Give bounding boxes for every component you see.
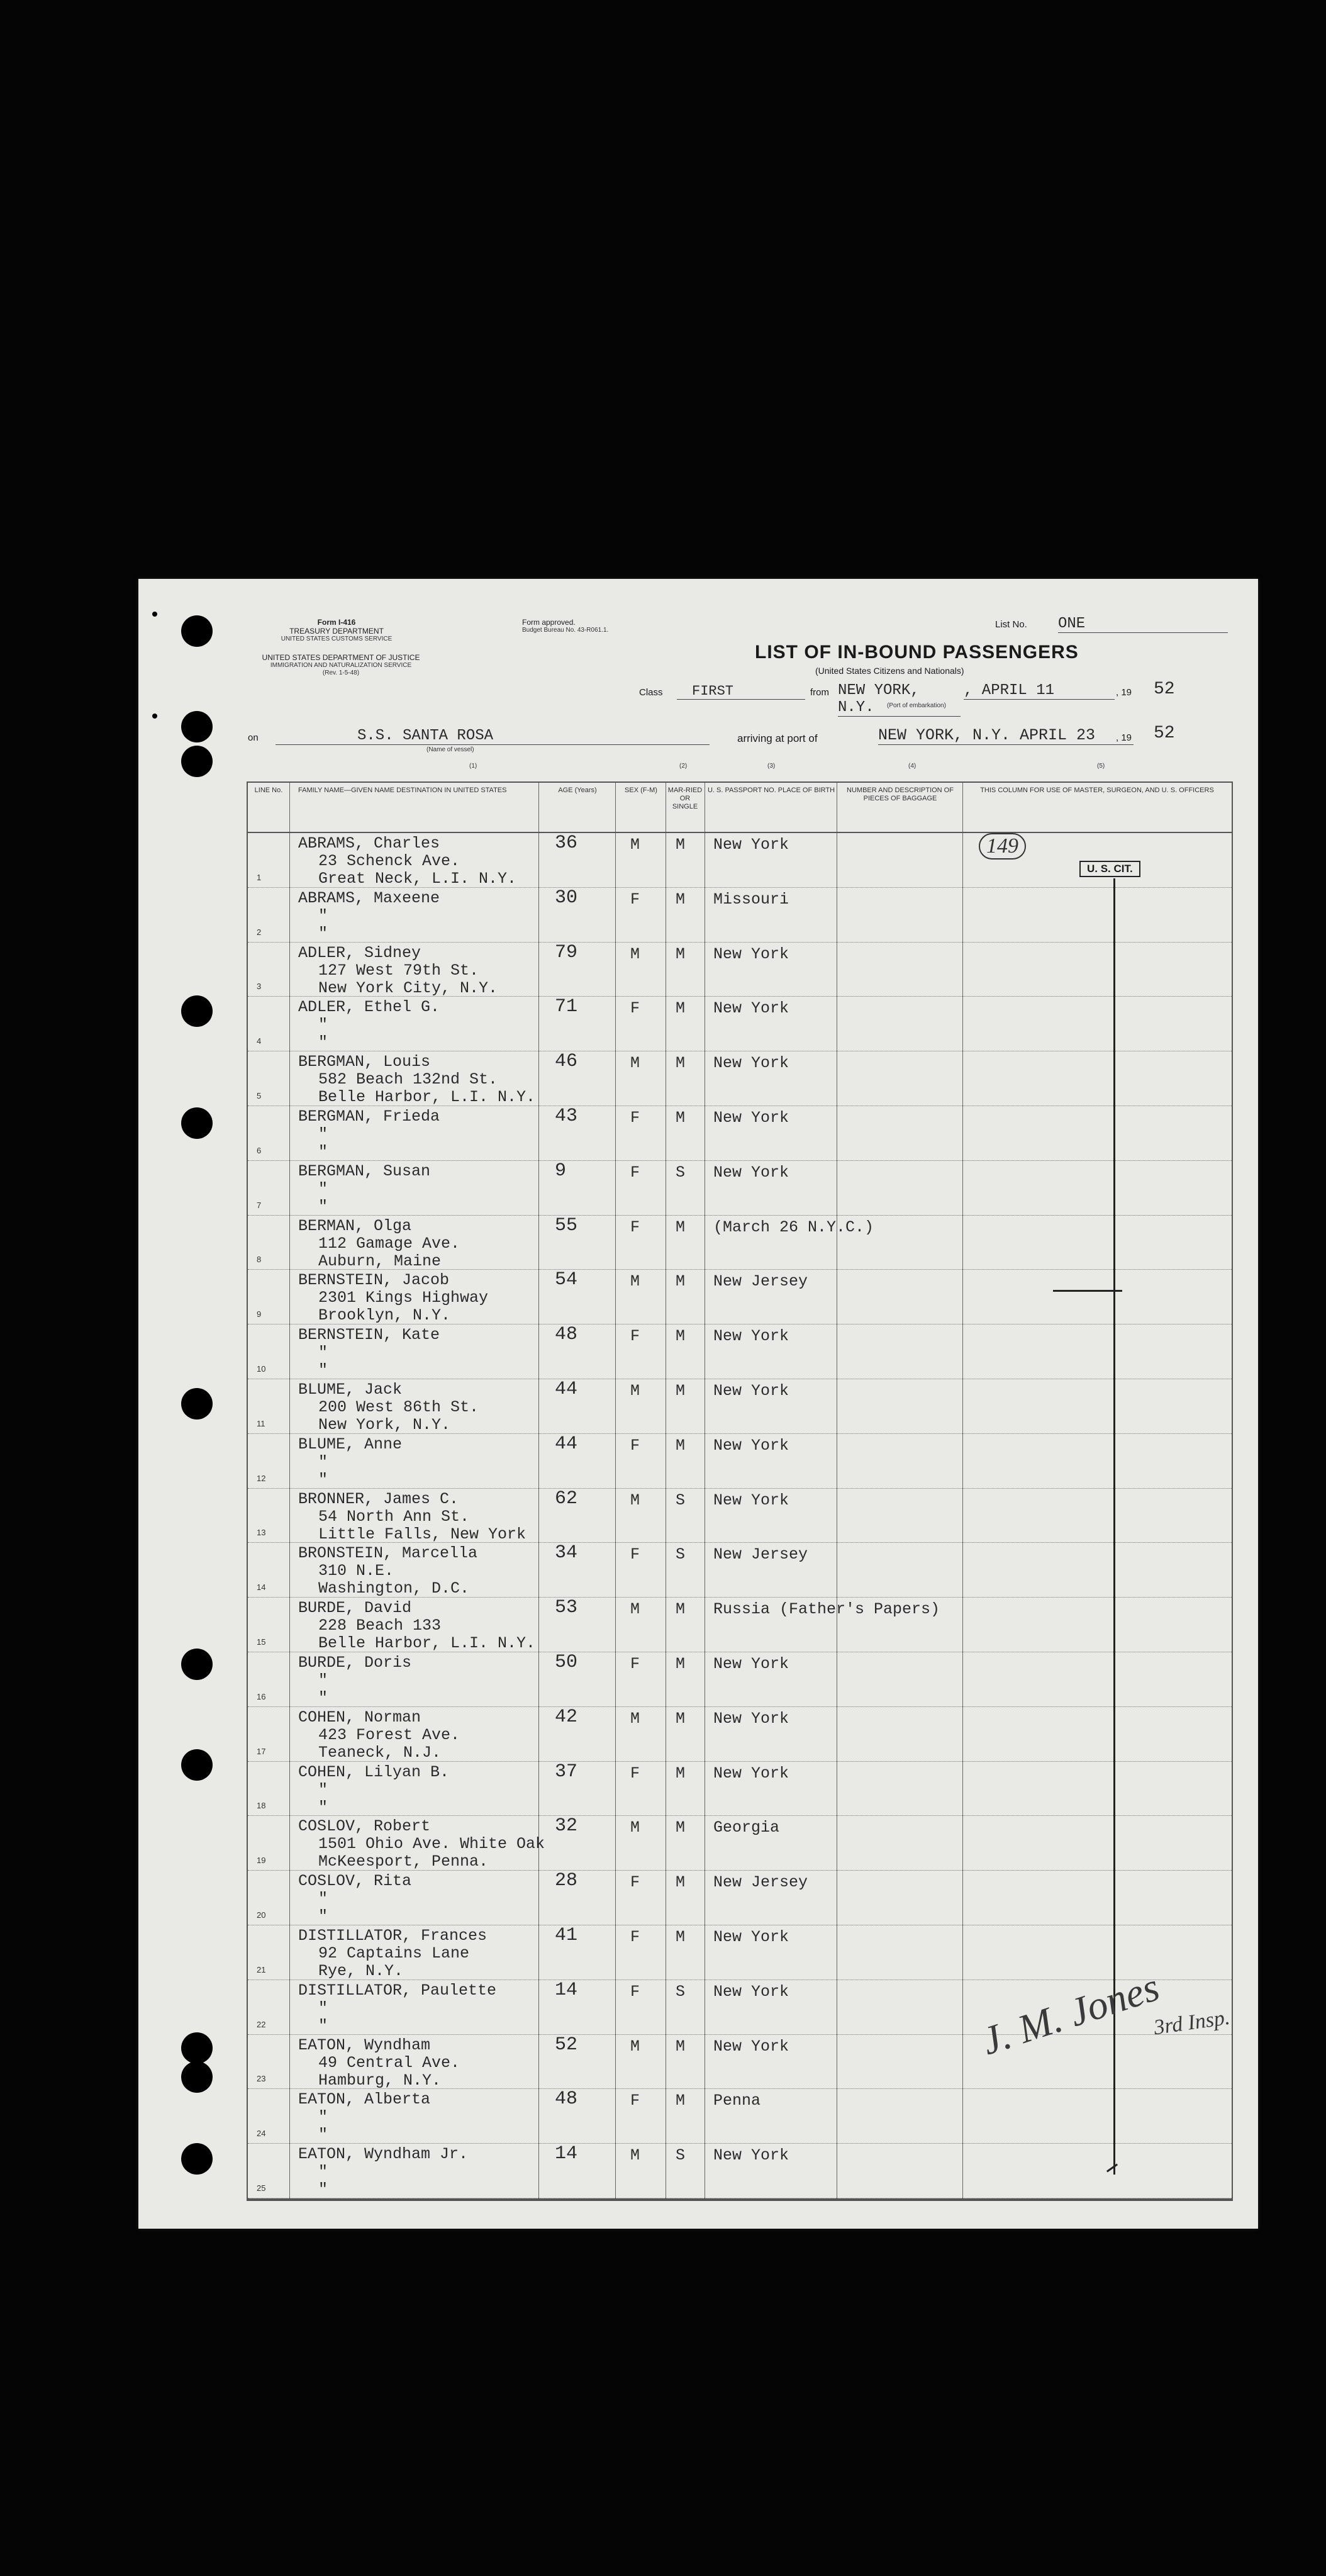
- table-row: [248, 1434, 1232, 1489]
- col-num-2: (2): [679, 763, 688, 770]
- place-of-birth: New York: [713, 1764, 789, 1783]
- strike-mark: [1053, 1290, 1122, 1292]
- passenger-age: 9: [555, 1160, 567, 1182]
- address-city: ": [318, 2125, 328, 2144]
- address-city: Teaneck, N.J.: [318, 1743, 442, 1762]
- form-rev: (Rev. 1-5-48): [322, 669, 360, 676]
- table-row: [248, 1543, 1232, 1598]
- address-city: ": [318, 1143, 328, 1161]
- passenger-sex: F: [630, 1764, 640, 1783]
- binder-hole: [181, 711, 213, 742]
- address-city: Washington, D.C.: [318, 1579, 470, 1598]
- address-city: Brooklyn, N.Y.: [318, 1306, 451, 1325]
- header-age: AGE (Years): [558, 787, 597, 794]
- address-street: 92 Captains Lane: [318, 1944, 470, 1963]
- marital-status: M: [676, 836, 686, 854]
- line-number: 20: [257, 1910, 266, 1920]
- passenger-sex: M: [630, 944, 640, 963]
- passenger-age: 46: [555, 1051, 578, 1073]
- arriving-label: arriving at port of: [737, 732, 818, 744]
- binder-hole: [181, 746, 213, 777]
- address-city: Rye, N.Y.: [318, 1962, 404, 1980]
- passenger-sex: F: [630, 890, 640, 909]
- place-of-birth: New Jersey: [713, 1545, 808, 1564]
- table-row: [248, 1925, 1232, 1980]
- address-city: ": [318, 1197, 328, 1216]
- passenger-age: 52: [555, 2034, 578, 2056]
- marital-status: S: [676, 2146, 686, 2165]
- binder-hole: [181, 1107, 213, 1139]
- passenger-age: 55: [555, 1214, 578, 1236]
- marital-status: M: [676, 1054, 686, 1073]
- line-number: 14: [257, 1582, 266, 1593]
- passenger-table: [247, 781, 1233, 2200]
- passenger-name: EATON, Wyndham Jr.: [298, 2145, 469, 2164]
- passenger-sex: F: [630, 1327, 640, 1346]
- address-city: ": [318, 2016, 328, 2035]
- line-number: 11: [257, 1418, 265, 1428]
- marital-status: M: [676, 2092, 686, 2110]
- passenger-sex: F: [630, 1873, 640, 1892]
- passenger-age: 44: [555, 1379, 578, 1400]
- place-of-birth: (March 26 N.Y.C.): [713, 1218, 874, 1236]
- address-street: 228 Beach 133: [318, 1616, 442, 1635]
- place-of-birth: New York: [713, 1928, 789, 1946]
- marital-status: M: [676, 1818, 686, 1837]
- marital-status: M: [676, 1600, 686, 1619]
- binder-hole: [181, 2032, 213, 2064]
- line-number: 24: [257, 2129, 266, 2139]
- table-row: [248, 1489, 1232, 1543]
- place-of-birth: New York: [713, 1655, 789, 1673]
- passenger-age: 42: [555, 1706, 578, 1728]
- binder-hole: [181, 995, 213, 1027]
- place-of-birth: Russia (Father's Papers): [713, 1600, 940, 1619]
- us-citizen-stamp: U. S. CIT.: [1079, 861, 1140, 877]
- table-row: [248, 1762, 1232, 1817]
- address-city: New York, N.Y.: [318, 1416, 451, 1434]
- address-city: Little Falls, New York: [318, 1525, 526, 1543]
- marital-status: M: [676, 1436, 686, 1455]
- passenger-age: 14: [555, 1979, 578, 2001]
- list-no-label: List No.: [995, 619, 1027, 630]
- marital-status: S: [676, 1163, 686, 1182]
- marital-status: M: [676, 1709, 686, 1728]
- bottom-rule: [247, 2200, 1233, 2201]
- passenger-sex: F: [630, 1928, 640, 1946]
- place-of-birth: New York: [713, 2146, 789, 2165]
- line-number: 7: [257, 1200, 262, 1210]
- table-row: [248, 1051, 1232, 1106]
- form-justice: UNITED STATES DEPARTMENT OF JUSTICE: [262, 653, 420, 662]
- circled-count: 149: [979, 833, 1026, 860]
- passenger-name: BERNSTEIN, Jacob: [298, 1271, 450, 1290]
- marital-status: M: [676, 1382, 686, 1400]
- line-number: 25: [257, 2183, 266, 2193]
- line-number: 21: [257, 1964, 266, 1974]
- passenger-name: EATON, Alberta: [298, 2090, 431, 2109]
- line-number: 5: [257, 1090, 262, 1100]
- line-number: 13: [257, 1528, 266, 1538]
- passenger-name: ADLER, Ethel G.: [298, 998, 440, 1017]
- header-married: MAR-RIED OR SINGLE: [667, 787, 703, 810]
- inspector-title: 3rd Insp.: [1152, 2005, 1232, 2040]
- address-city: New York City, N.Y.: [318, 978, 498, 997]
- form-ins: IMMIGRATION AND NATURALIZATION SERVICE: [270, 662, 412, 669]
- passenger-sex: M: [630, 2037, 640, 2056]
- marital-status: M: [676, 1327, 686, 1346]
- line-number: 10: [257, 1364, 266, 1374]
- address-city: Hamburg, N.Y.: [318, 2071, 442, 2090]
- form-number: Form I-416: [317, 618, 356, 627]
- line-number: 15: [257, 1637, 266, 1647]
- passenger-age: 32: [555, 1815, 578, 1837]
- line-number: 1: [257, 872, 262, 882]
- address-city: ": [318, 1798, 328, 1817]
- marital-status: M: [676, 999, 686, 1018]
- table-row: [248, 2144, 1232, 2198]
- marital-status: M: [676, 1218, 686, 1236]
- address-street: 112 Gamage Ave.: [318, 1234, 460, 1253]
- place-of-birth: New Jersey: [713, 1873, 808, 1892]
- address-city: ": [318, 2180, 328, 2199]
- header-sex: SEX (F-M): [625, 787, 657, 794]
- passenger-age: 43: [555, 1106, 578, 1127]
- passenger-sex: F: [630, 1545, 640, 1564]
- line-number: 19: [257, 1856, 266, 1866]
- passenger-age: 14: [555, 2143, 578, 2165]
- year-arrival: 52: [1154, 724, 1175, 743]
- marital-status: M: [676, 944, 686, 963]
- passenger-sex: M: [630, 1054, 640, 1073]
- marital-status: M: [676, 2037, 686, 2056]
- line-number: 8: [257, 1255, 262, 1265]
- table-row: [248, 2035, 1232, 2090]
- header-line-no: LINE No.: [254, 787, 283, 794]
- line-number: 9: [257, 1309, 262, 1319]
- budget-number: Budget Bureau No. 43-R061.1.: [522, 627, 609, 634]
- passenger-age: 71: [555, 996, 578, 1018]
- address-street: ": [318, 2163, 328, 2181]
- passenger-name: BERGMAN, Frieda: [298, 1107, 440, 1126]
- table-row: [248, 888, 1232, 943]
- class-label: Class: [639, 687, 663, 698]
- place-of-birth: Georgia: [713, 1818, 780, 1837]
- address-city: Great Neck, L.I. N.Y.: [318, 870, 517, 888]
- passenger-age: 48: [555, 2088, 578, 2110]
- passenger-sex: M: [630, 2146, 640, 2165]
- marital-status: M: [676, 890, 686, 909]
- address-city: ": [318, 1361, 328, 1380]
- passenger-age: 36: [555, 832, 578, 854]
- passenger-name: BRONSTEIN, Marcella: [298, 1544, 478, 1563]
- form-approved: Form approved.: [522, 618, 576, 627]
- address-street: 200 West 86th St.: [318, 1398, 479, 1416]
- address-city: Auburn, Maine: [318, 1252, 442, 1270]
- passenger-sex: F: [630, 2092, 640, 2110]
- address-city: Belle Harbor, L.I. N.Y.: [318, 1634, 536, 1653]
- passenger-name: DISTILLATOR, Frances: [298, 1927, 488, 1945]
- address-street: 2301 Kings Highway: [318, 1289, 489, 1308]
- address-street: 23 Schenck Ave.: [318, 852, 460, 870]
- table-row: [248, 2089, 1232, 2144]
- address-street: ": [318, 1998, 328, 2017]
- col-num-1: (1): [469, 763, 477, 770]
- line-number: 3: [257, 982, 262, 992]
- table-row: [248, 1324, 1232, 1379]
- passenger-age: 48: [555, 1324, 578, 1346]
- form-justice-block: [240, 653, 442, 677]
- passenger-name: BURDE, Doris: [298, 1654, 412, 1672]
- line-number: 22: [257, 2019, 266, 2029]
- place-of-birth: New York: [713, 1982, 789, 2001]
- place-of-birth: New York: [713, 836, 789, 854]
- col-num-3: (3): [767, 763, 776, 770]
- binder-hole: [181, 1388, 213, 1420]
- binder-dot: [152, 714, 157, 719]
- header-officers: THIS COLUMN FOR USE OF MASTER, SURGEON, AND U. S. OFFICERS: [980, 787, 1214, 794]
- address-city: Belle Harbor, L.I. N.Y.: [318, 1088, 536, 1107]
- year-prefix: , 19: [1116, 687, 1132, 698]
- header-passport: U. S. PASSPORT NO. PLACE OF BIRTH: [707, 787, 835, 794]
- table-row: [248, 1270, 1232, 1324]
- address-street: 1501 Ohio Ave. White Oak: [318, 1835, 545, 1854]
- passenger-sex: M: [630, 1818, 640, 1837]
- line-number: 23: [257, 2074, 266, 2084]
- vessel-caption: (Name of vessel): [426, 746, 474, 753]
- col-num-5: (5): [1097, 763, 1105, 770]
- marital-status: M: [676, 1928, 686, 1946]
- from-port: NEW YORK, N.Y.: [838, 682, 961, 717]
- place-of-birth: New York: [713, 1436, 789, 1455]
- address-street: 127 West 79th St.: [318, 961, 479, 980]
- table-row: [248, 1379, 1232, 1434]
- address-street: ": [318, 2108, 328, 2127]
- embark-caption: (Port of embarkation): [887, 702, 946, 709]
- document-title: LIST OF IN-BOUND PASSENGERS: [755, 642, 1079, 663]
- line-number: 18: [257, 1801, 266, 1811]
- address-street: ": [318, 1780, 328, 1799]
- passenger-sex: M: [630, 1600, 640, 1619]
- place-of-birth: New York: [713, 1382, 789, 1400]
- marital-status: M: [676, 1272, 686, 1291]
- passenger-age: 50: [555, 1652, 578, 1673]
- list-no-value: ONE: [1058, 615, 1228, 633]
- address-street: ": [318, 906, 328, 925]
- from-date: , APRIL 11: [964, 682, 1115, 700]
- binder-hole: [181, 2061, 213, 2093]
- marital-status: M: [676, 1655, 686, 1673]
- passenger-age: 79: [555, 941, 578, 963]
- line-number: 4: [257, 1036, 262, 1046]
- form-id-block: [252, 618, 421, 643]
- address-street: 423 Forest Ave.: [318, 1725, 460, 1744]
- line-number: 12: [257, 1473, 266, 1483]
- address-city: ": [318, 924, 328, 943]
- passenger-age: 53: [555, 1597, 578, 1619]
- marital-status: M: [676, 1764, 686, 1783]
- manifest-page: [138, 579, 1258, 2229]
- place-of-birth: New York: [713, 1327, 789, 1346]
- passenger-sex: F: [630, 1163, 640, 1182]
- place-of-birth: New York: [713, 1491, 789, 1509]
- passenger-name: ADLER, Sidney: [298, 943, 421, 962]
- passenger-name: DISTILLATOR, Paulette: [298, 1981, 497, 2000]
- address-street: ": [318, 1671, 328, 1689]
- passenger-name: BLUME, Jack: [298, 1380, 403, 1399]
- passenger-sex: F: [630, 1109, 640, 1127]
- header-baggage: NUMBER AND DESCRIPTION OF PIECES OF BAGGAGE: [847, 787, 954, 802]
- marital-status: S: [676, 1545, 686, 1564]
- passenger-sex: M: [630, 1491, 640, 1509]
- table-row: [248, 1598, 1232, 1652]
- passenger-sex: M: [630, 1272, 640, 1291]
- passenger-sex: F: [630, 1982, 640, 2001]
- table-row: [248, 1161, 1232, 1216]
- passenger-age: 34: [555, 1542, 578, 1564]
- class-value: FIRST: [677, 683, 805, 700]
- passenger-age: 41: [555, 1925, 578, 1946]
- marital-status: S: [676, 1491, 686, 1509]
- binder-hole: [181, 1649, 213, 1680]
- address-city: McKeesport, Penna.: [318, 1852, 489, 1871]
- binder-hole: [181, 1749, 213, 1781]
- address-street: 49 Central Ave.: [318, 2053, 460, 2072]
- marital-status: M: [676, 1109, 686, 1127]
- passenger-sex: M: [630, 1382, 640, 1400]
- address-street: ": [318, 1179, 328, 1198]
- passenger-age: 54: [555, 1269, 578, 1291]
- passenger-name: ABRAMS, Charles: [298, 834, 440, 853]
- line-number: 17: [257, 1746, 266, 1756]
- address-city: ": [318, 1033, 328, 1052]
- line-number: 16: [257, 1691, 266, 1701]
- passenger-name: ABRAMS, Maxeene: [298, 888, 440, 907]
- marital-status: M: [676, 1873, 686, 1892]
- table-row: [248, 1216, 1232, 1270]
- form-dept: TREASURY DEPARTMENT: [289, 627, 384, 636]
- document-subtitle: (United States Citizens and Nationals): [815, 666, 964, 676]
- address-street: 310 N.E.: [318, 1562, 394, 1581]
- table-row: [248, 1871, 1232, 1925]
- place-of-birth: Missouri: [713, 890, 789, 909]
- form-approval: [522, 618, 608, 634]
- address-city: ": [318, 1907, 328, 1926]
- place-of-birth: New York: [713, 1709, 789, 1728]
- passenger-name: EATON, Wyndham: [298, 2036, 431, 2054]
- binder-dot: [152, 612, 157, 617]
- inspector-signature: J. M. Jones: [976, 1964, 1165, 2064]
- passenger-sex: F: [630, 999, 640, 1018]
- passenger-sex: F: [630, 1436, 640, 1455]
- address-street: 582 Beach 132nd St.: [318, 1070, 498, 1089]
- passenger-name: COSLOV, Rita: [298, 1872, 412, 1891]
- passenger-name: COHEN, Norman: [298, 1708, 421, 1727]
- year-prefix-arrival: , 19: [1116, 732, 1132, 743]
- passenger-sex: F: [630, 1655, 640, 1673]
- address-street: 54 North Ann St.: [318, 1507, 470, 1526]
- place-of-birth: New Jersey: [713, 1272, 808, 1291]
- line-number: 2: [257, 927, 262, 937]
- passenger-sex: M: [630, 836, 640, 854]
- passenger-name: BERGMAN, Susan: [298, 1162, 431, 1180]
- place-of-birth: New York: [713, 1109, 789, 1127]
- passenger-sex: F: [630, 1218, 640, 1236]
- passenger-name: BERNSTEIN, Kate: [298, 1326, 440, 1345]
- passenger-age: 28: [555, 1870, 578, 1892]
- address-city: ": [318, 1689, 328, 1707]
- header-name: FAMILY NAME—GIVEN NAME DESTINATION IN UNITED STATES: [298, 787, 507, 794]
- year-from: 52: [1154, 680, 1175, 699]
- place-of-birth: New York: [713, 1163, 789, 1182]
- table-row: [248, 1707, 1232, 1762]
- passenger-age: 62: [555, 1487, 578, 1509]
- passenger-sex: M: [630, 1709, 640, 1728]
- binder-hole: [181, 2143, 213, 2175]
- passenger-name: COSLOV, Robert: [298, 1817, 431, 1836]
- address-street: ": [318, 1452, 328, 1471]
- passenger-name: BERMAN, Olga: [298, 1216, 412, 1235]
- passenger-name: COHEN, Lilyan B.: [298, 1762, 450, 1781]
- passenger-name: BURDE, David: [298, 1599, 412, 1618]
- passenger-name: BERGMAN, Louis: [298, 1053, 431, 1072]
- address-street: ": [318, 1016, 328, 1034]
- form-service: UNITED STATES CUSTOMS SERVICE: [281, 636, 393, 642]
- col-num-4: (4): [908, 763, 916, 770]
- vessel-name: S.S. SANTA ROSA: [276, 727, 710, 745]
- place-of-birth: New York: [713, 944, 789, 963]
- table-row: [248, 1106, 1232, 1161]
- on-label: on: [248, 732, 259, 743]
- place-of-birth: New York: [713, 1054, 789, 1073]
- place-of-birth: New York: [713, 999, 789, 1018]
- address-street: ": [318, 1890, 328, 1908]
- table-row: [248, 1652, 1232, 1707]
- address-city: ": [318, 1470, 328, 1489]
- passenger-age: 30: [555, 887, 578, 909]
- place-of-birth: New York: [713, 2037, 789, 2056]
- place-of-birth: Penna: [713, 2092, 761, 2110]
- passenger-name: BLUME, Anne: [298, 1435, 403, 1453]
- passenger-name: BRONNER, James C.: [298, 1489, 459, 1508]
- address-street: ": [318, 1343, 328, 1362]
- table-row: [248, 997, 1232, 1051]
- passenger-age: 37: [555, 1761, 578, 1783]
- arrival-port-date: NEW YORK, N.Y. APRIL 23: [878, 726, 1134, 745]
- table-row: [248, 1816, 1232, 1871]
- binder-hole: [181, 615, 213, 647]
- from-label: from: [810, 687, 829, 698]
- marital-status: S: [676, 1982, 686, 2001]
- table-row: [248, 943, 1232, 997]
- address-street: ": [318, 1125, 328, 1143]
- passenger-age: 44: [555, 1433, 578, 1455]
- line-number: 6: [257, 1145, 262, 1155]
